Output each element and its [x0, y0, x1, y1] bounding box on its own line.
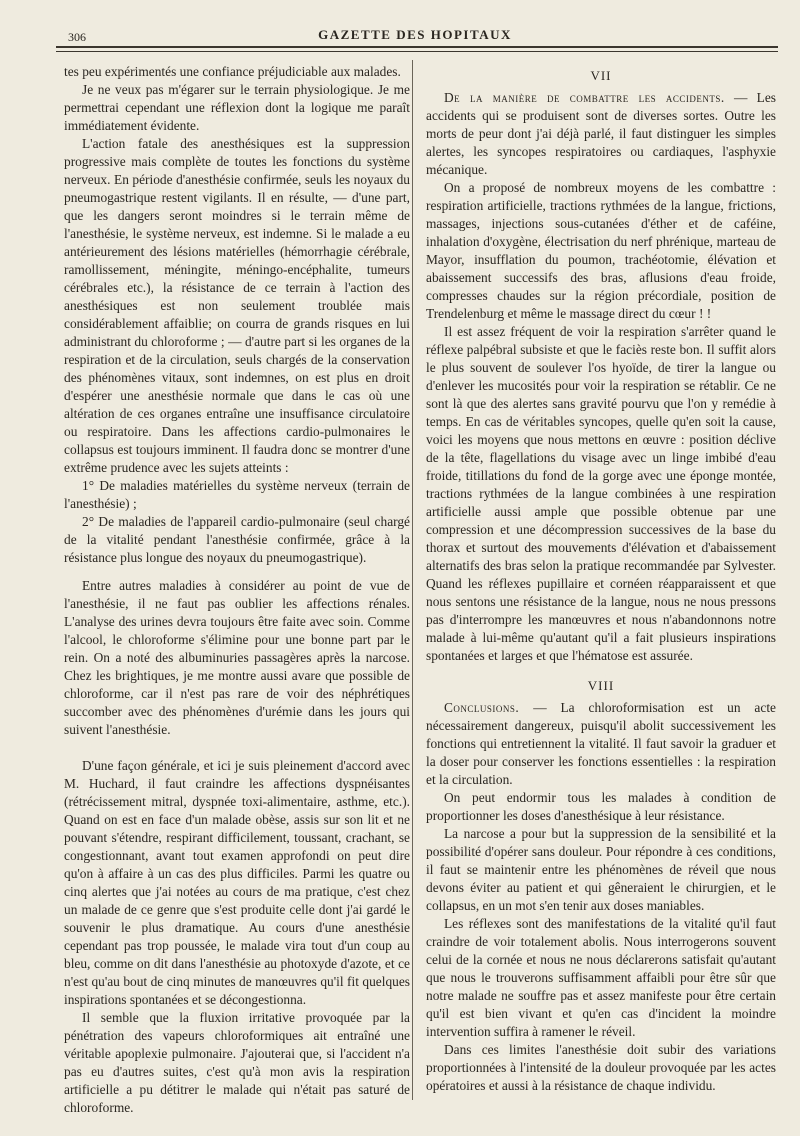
spacer [64, 739, 410, 757]
page-number: 306 [68, 30, 86, 44]
spacer [64, 567, 410, 577]
section-title: De la manière de combattre les accidents. [444, 90, 725, 105]
paragraph: Il semble que la fluxion irritative provoquée par la pénétration des vapeurs chloroformiques ait entraîné une véritable apoplexie pulmonaire. J'ajouterai que, si l'accident n'a pas eu d'autres suites, c'est qu'à mon avis la respiration artificielle a pu détitrer le malade qui n'était pas saturé de chloroforme. [64, 1010, 410, 1115]
column-divider [412, 60, 413, 1100]
paragraph: La narcose a pour but la suppression de la sensibilité et la possibilité d'opérer sans douleur. Pour répondre à ces conditions, il faut se maintenir entre les phénomènes de réveil que nous devons éviter au patient et qui gêneraient le chirurgien, et le collapsus, en un mot s'en tenir aux doses maniables. [426, 826, 776, 913]
journal-title: GAZETTE DES HOPITAUX [318, 27, 512, 42]
paragraph: On a proposé de nombreux moyens de les combattre : respiration artificielle, tractions rythmées de la langue, frictions, massages, injections sous-cutanées d'éther et de caféine, inhalation d'oxygène, électrisation du nerf phrénique, marteau de Mayor, insufflation du poumon, trachéotomie, élévation et abaissement successifs des bras, aflusions d'eau froide, compresses chaudes sur la région précordiale, position de Trendelenburg et même le massage direct du cœur ! ! [426, 180, 776, 321]
paragraph: On peut endormir tous les malades à condition de proportionner les doses d'anesthésique à leur résistance. [426, 790, 776, 823]
paragraph: Dans ces limites l'anesthésie doit subir des variations proportionnées à l'intensité de la douleur provoquée par les actes opératoires et aussi à la résistance de chaque individu. [426, 1042, 776, 1093]
left-column [64, 63, 410, 1117]
paragraph [426, 699, 776, 789]
list-item: 1° De maladies matérielles du système nerveux (terrain de l'anesthésie) ; [64, 478, 410, 511]
header-rule [56, 46, 778, 48]
paragraph: L'action fatale des anesthésiques est la suppression progressive mais complète de toutes les fonctions du système nerveux. En période d'anesthésie confirmée, seuls les noyaux du pneumogastrique restent vigilants. Il en résulte, — d'une part, que les dangers seront moindres si le terrain même de l'anesthésie, le système nerveux, est indemne. Si le malade a eu antérieurement des lésions matérielles (hémorrhagie cérébrale, ramollissement, méningite, méningo-encéphalite, tumeurs cérébrales etc.), la résistance de ce terrain à l'action des anesthésiques est non seulement troublée mais considérablement affaiblie; on courra de grands risques en lui administrant du chloroforme ; — d'autre part si les organes de la respiration et de la circulation, seuls chargés de la conservation des phénomènes vitaux, sont indemnes, on est plus en droit d'espérer une anesthésie normale que dans le cas où une altération de ces organes entraîne une insuffisance circulatoire ou respiratoire. Dans les affections cardio-pulmonaires le collapsus est toujours imminent. Il faudra donc se montrer d'une extrême prudence avec les sujets atteints : [64, 136, 410, 475]
paragraph: Entre autres maladies à considérer au point de vue de l'anesthésie, il ne faut pas oublier les affections rénales. L'analyse des urines devra toujours être faite avec soin. Comme l'alcool, le chloroforme s'élimine pour une bonne part par le rein. On a noté des albuminuries passagères après la narcose. Chez les brightiques, je me montre aussi avare que possible de chloroforme, car il n'est pas rare de voir des néphrétiques succomber avec des phénomènes d'urémie dans les jours qui suivent l'anesthésie. [64, 578, 410, 737]
section-number: VIII [587, 678, 615, 693]
paragraph: Les réflexes sont des manifestations de la vitalité qu'il faut craindre de voir totalement abolis. Nous interrogerons souvent celui de la cornée et nous ne nous déclarerons satisfait qu'autant que nous le trouverons suffisamment affaibli pour être sûr que notre malade ne souffre pas et assez manifeste pour être certain qu'il est bien vivant et qu'en cas d'incident la moindre intervention suffira à ramener le réveil. [426, 916, 776, 1039]
paragraph [426, 89, 776, 179]
header-rule-thin [56, 51, 778, 52]
paragraph-text: — Les accidents qui se produisent sont de diverses sortes. Outre les morts de peur dont j'ai déjà parlé, il faut distinguer les simples alertes, les syncopes respiratoires ou cardiaques, l'asphyxie mécanique. [426, 90, 776, 177]
paragraph: tes peu expérimentés une confiance préjudiciable aux malades. [64, 64, 401, 79]
paragraph: Je ne veux pas m'égarer sur le terrain physiologique. Je me permettrai cependant une réflexion dont la logique me paraît immédiatement évidente. [64, 82, 410, 133]
list-item: 2° De maladies de l'appareil cardio-pulmonaire (seul chargé de la vitalité pendant l'anesthésie confirmée, grâce à la résistance plus longue des noyaux du pneumogastrique). [64, 514, 410, 565]
paragraph-text: — La chloroformisation est un acte nécessairement dangereux, puisqu'il abolit successivement les fonctions qui entretiennent la vitalité. Il faut savoir la graduer et la doser pour conserver les fonctions essentielles : la respiration et la circulation. [426, 700, 776, 787]
paragraph: D'une façon générale, et ici je suis pleinement d'accord avec M. Huchard, il faut craindre les affections dyspnéisantes (rétrécissement mitral, dyspnée toxi-alimentaire, asthme, etc.). Quand on est en face d'un malade obèse, assis sur son lit et ne pouvant s'étendre, respirant difficilement, toussant, crachant, se congestionnant, avant tout examen approfondi on peut dire qu'on à affaire à un cas des plus difficiles. Parmi les quatre ou cinq alertes que j'ai notées au cours de ma pratique, c'est chez un malade de ce genre que s'est produite celle dont j'ai gardé le souvenir le plus dramatique. Au cours d'une anesthésie cependant pas trop poussée, le malade vira tout d'un coup au bleu, comme on dit dans l'anesthésie au photoxyde d'azote, et ce n'est qu'au bout de cinq minutes de manœuvres qu'il fit quelques inspirations spontanées et se décongestionna. [64, 758, 410, 1007]
section-number: VII [590, 68, 612, 83]
paragraph: Il est assez fréquent de voir la respiration s'arrêter quand le réflexe palpébral subsiste et que le faciès reste bon. Il suffit alors le plus souvent de soulever l'os hyoïde, de tirer la langue ou d'enlever les mucosités pour voir la respiration se rétablir. Ce ne sont là que des alertes sans gravité pourvu que l'on y remédie à temps. En cas de véritables syncopes, quelle qu'en soit la cause, voici les moyens que nous mettons en œuvre : position déclive de la tête, flagellations du visage avec un linge imbibé d'eau froide, titillations du fond de la gorge avec une éponge montée, tractions rythmées de la langue combinées à une respiration artificielle aussi ample que possible obtenue par une compression et une décompression successives de la base du thorax et surtout des mouvements d'élévation et d'abaissement alternatifs des bras selon la pratique recommandée par Sylvester. Quand les réflexes pupillaire et cornéen réapparaissent et que nous sentons une résistance de la langue, nous ne nous pressons pas d'interrompre les manœuvres et nous n'abandonnons notre malade à lui-même qu'autant qu'il a fait plusieurs inspirations spontanées et larges et que l'hématose est assurée. [426, 324, 776, 663]
section-title: Conclusions. [444, 700, 520, 715]
page-header [52, 22, 778, 48]
right-column [426, 63, 776, 1095]
